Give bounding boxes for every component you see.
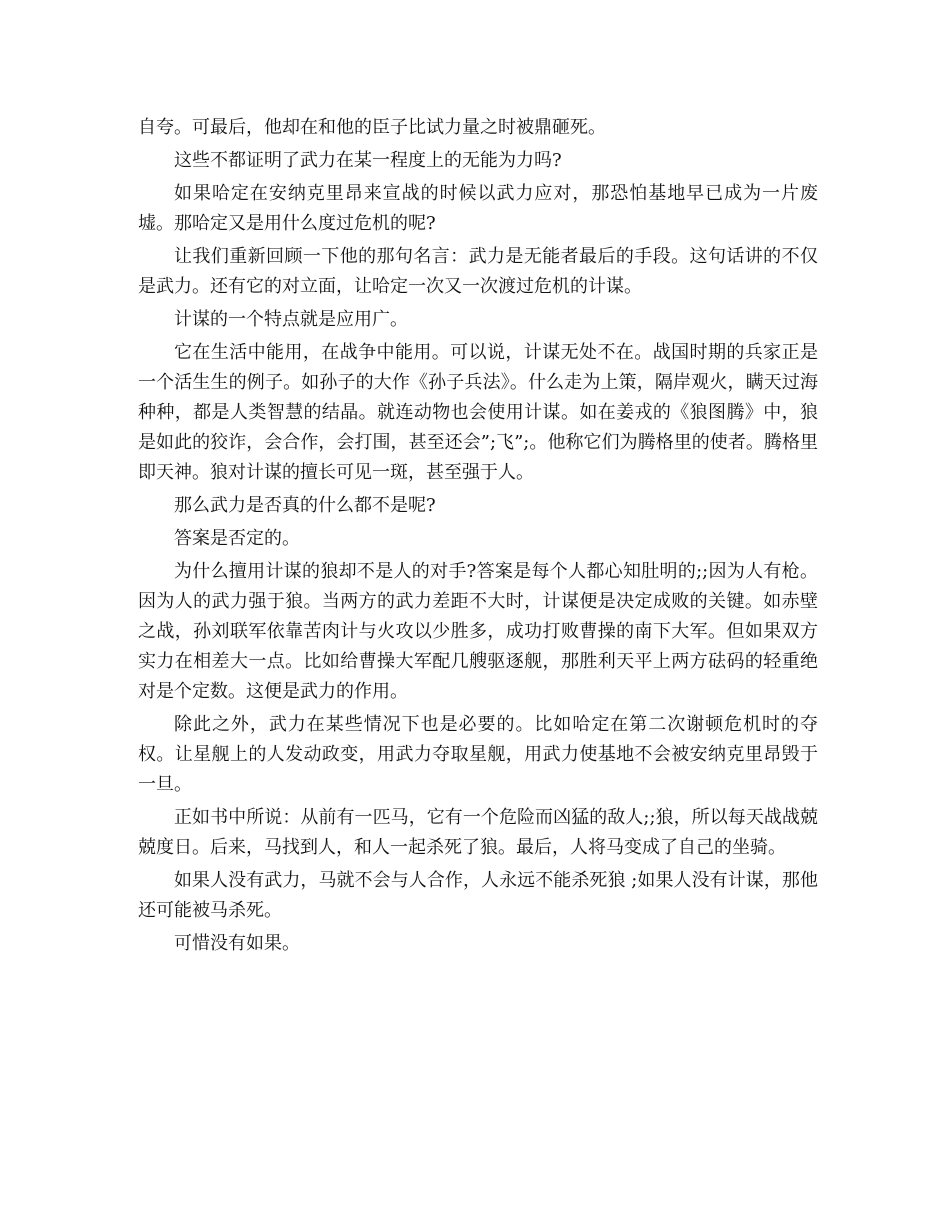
paragraph: 让我们重新回顾一下他的那句名言：武力是无能者最后的手段。这句话讲的不仅是武力。还有它的对立面，让哈定一次又一次渡过危机的计谋。: [138, 246, 818, 297]
paragraph: 如果人没有武力，马就不会与人合作，人永远不能杀死狼 ;如果人没有计谋，那他还可能被马杀死。: [138, 870, 818, 921]
paragraph: 那么武力是否真的什么都不是呢?: [174, 495, 436, 516]
paragraph: 可惜没有如果。: [174, 933, 300, 954]
paragraph: 它在生活中能用，在战争中能用。可以说，计谋无处不在。战国时期的兵家正是一个活生生的例子。如孙子的大作《孙子兵法》。什么走为上策，隔岸观火，瞒天过海种种，都是人类智慧的结晶。就连动物也会使用计谋。如在姜戎的《狼图腾》中，狼是如此的狡诈，会合作，会打围，甚至还会”;飞”;。他称它们为腾格里的使者。腾格里即天神。狼对计谋的擅长可见一斑，甚至强于人。: [138, 342, 818, 483]
paragraph: 如果哈定在安纳克里昂来宣战的时候以武力应对，那恐怕基地早已成为一片废墟。那哈定又是用什么度过危机的呢?: [138, 183, 818, 234]
paragraph: 答案是否定的。: [174, 528, 300, 549]
document-body: [138, 113, 818, 962]
paragraph: 这些不都证明了武力在某一程度上的无能为力吗?: [174, 150, 562, 171]
paragraph-continuation: 自夸。可最后，他却在和他的臣子比试力量之时被鼎砸死。: [138, 117, 606, 138]
paragraph: 为什么擅用计谋的狼却不是人的对手?答案是每个人都心知肚明的;;因为人有枪。因为人的武力强于狼。当两方的武力差距不大时，计谋便是决定成败的关键。如赤壁之战，孙刘联军依靠苦肉计与火攻以少胜多，成功打败曹操的南下大军。但如果双方实力在相差大一点。比如给曹操大军配几艘驱逐舰，那胜利天平上两方砝码的轻重绝对是个定数。这便是武力的作用。: [138, 561, 818, 702]
paragraph: 除此之外，武力在某些情况下也是必要的。比如哈定在第二次谢顿危机时的夺权。让星舰上的人发动政变，用武力夺取星舰，用武力使基地不会被安纳克里昂毁于一旦。: [138, 714, 818, 795]
paragraph: 计谋的一个特点就是应用广。: [174, 309, 408, 330]
paragraph: 正如书中所说：从前有一匹马，它有一个危险而凶猛的敌人;;狼，所以每天战战兢兢度日。后来，马找到人，和人一起杀死了狼。最后，人将马变成了自己的坐骑。: [138, 807, 818, 858]
